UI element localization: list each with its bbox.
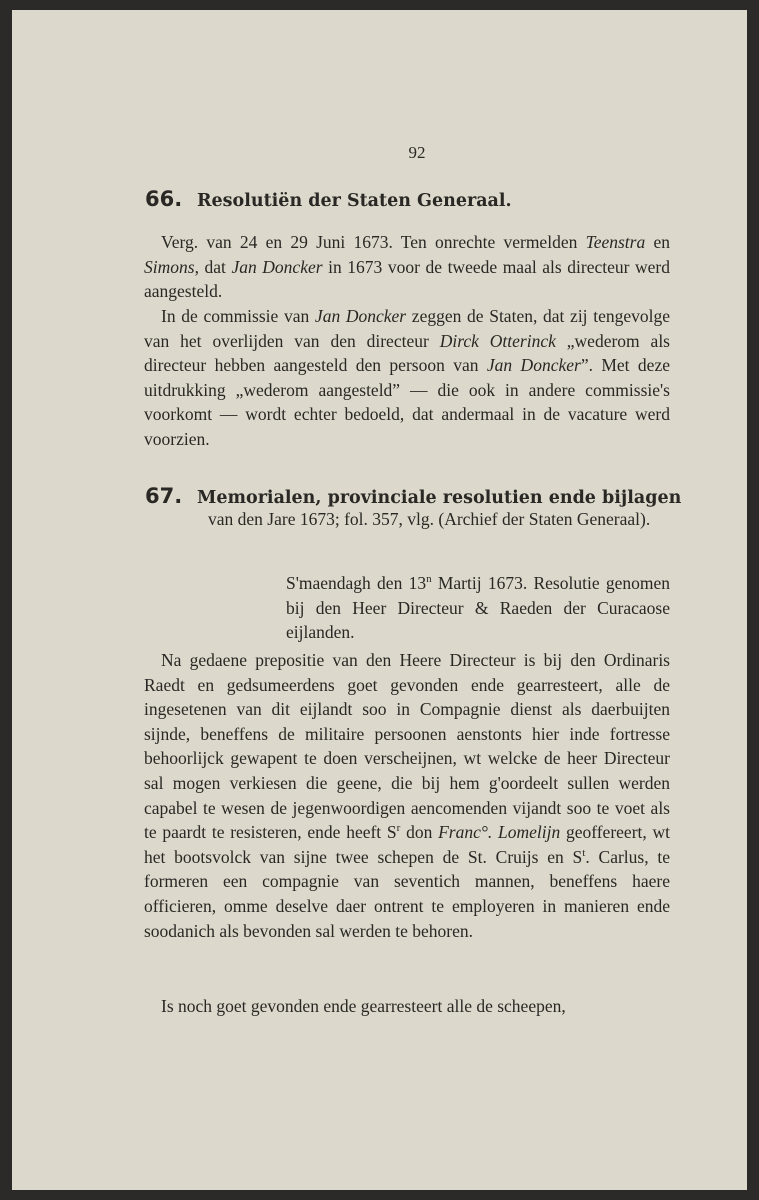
section-67-paragraph-1: Na gedaene prepositie van den Heere Directeur is bij den Ordinaris Raedt en gedsumeerdens goet gevonden ende gearresteert, alle de ingesetenen van dit eijlandt soo in Compagnie dienst als daerbuijten sijnde, beneffens de militaire persoonen aenstonts hier inde fortresse behoorlijck gewapent te doen verscheijnen, wt welcke de heer Directeur sal mogen verkiesen die geene, die bij hem g'oordeelt sullen werden capabel te wesen de jegenwoordigen aencomenden vijandt soo te voet als te paardt te resisteren, ende heeft $S^r$ don Franc°. Lomelijn geoffereert, wt het bootsvolck van sijne twee schepen de St. Cruijs en $S^t$. Carlus, te formeren een compagnie van seventich mannen, beneffens haere officieren, omme deselve daer ontrent te employeren in manieren ende soodanich als bevonden sal werden te behoren. — [144, 650, 671, 941]
page-number: 92 — [408, 143, 426, 162]
section-66-number: 66. — [145, 187, 183, 211]
section-67-subtitle: van den Jare 1673; fol. 357, vlg. (Archief der Staten Generaal). — [208, 509, 651, 529]
document-page — [12, 10, 747, 1190]
section-66-paragraph-2: In de commissie van Jan Doncker zeggen de Staten, dat zij tengevolge van het overlijden van den directeur Dirck Otterinck „wederom als directeur hebben aangesteld den persoon van Jan Doncker”. Met deze uitdrukking „wederom aangesteld” — die ook in andere commissie's voorkomt — wordt echter bedoeld, dat andermaal in de vacature werd voorzien. — [144, 306, 670, 449]
section-67-number: 67. — [145, 484, 183, 508]
section-66-heading — [145, 187, 512, 211]
section-66-title: Resolutiën der Staten Generaal. — [197, 191, 512, 211]
section-67-paragraph-2: Is noch goet gevonden ende gearresteert alle de scheepen, — [161, 996, 566, 1016]
section-67-title: Memorialen, provinciale resolutien ende bijlagen — [197, 488, 682, 508]
section-66-paragraph-1: Verg. van 24 en 29 Juni 1673. Ten onrechte vermelden Teenstra en Simons, dat Jan Doncker in 1673 voor de tweede maal als directeur werd aangesteld. — [144, 232, 670, 302]
resolution-heading: S'maendagh den 13$^n$ Martij 1673. Resolutie genomen bij den Heer Directeur & Raeden der Curacaose eijlanden. — [286, 573, 670, 643]
section-67-heading — [145, 484, 681, 508]
